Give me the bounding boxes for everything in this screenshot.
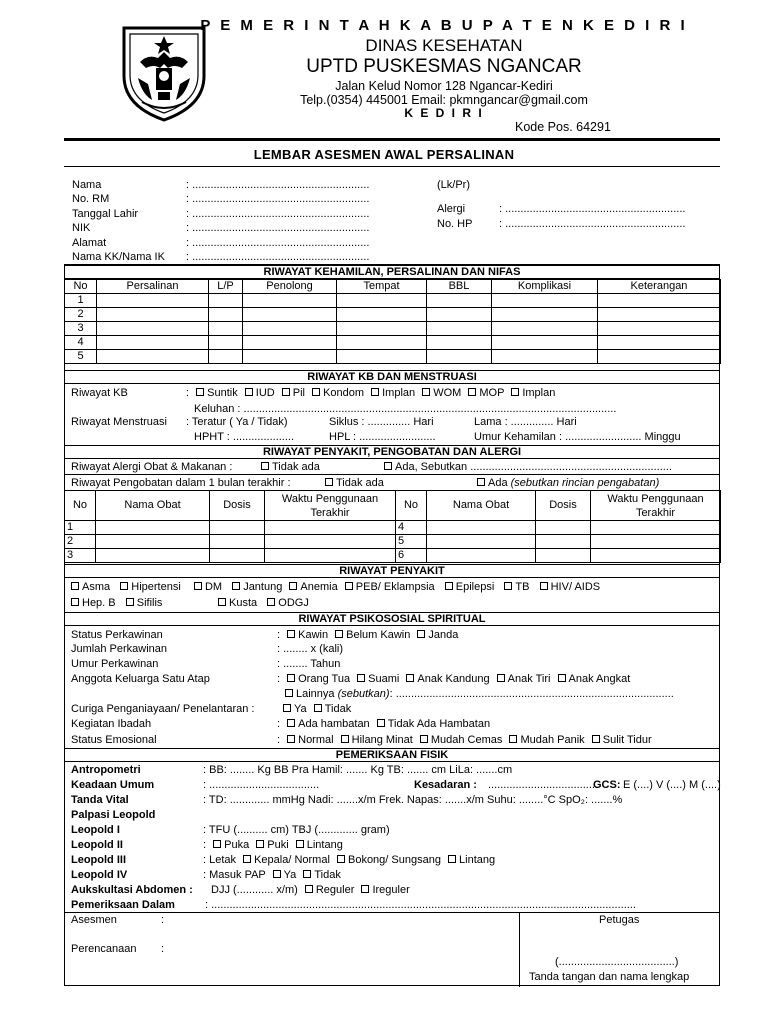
label-palpasi-leopold: Palpasi Leopold	[71, 809, 156, 821]
leopold-4-options	[203, 868, 341, 882]
row-number: 2	[65, 308, 97, 322]
checkbox-anak-angkat[interactable]	[558, 674, 566, 682]
option-label: Mudah Cemas	[430, 734, 503, 746]
checkbox-alergi-tidak-ada[interactable]	[261, 462, 269, 470]
option-label: Sulit Tidur	[602, 734, 652, 746]
header-rule	[64, 138, 720, 141]
label-nik: NIK	[72, 222, 91, 234]
label-alergi-obat: Riwayat Alergi Obat & Makanan :	[71, 461, 233, 473]
label-menstruasi: Riwayat Menstruasi	[71, 416, 167, 428]
label-antropometri: Antropometri	[71, 764, 141, 776]
row-number: 5	[65, 350, 97, 364]
anggota-options: : Orang Tua Suami Anak Kandung Anak Tiri Anak Angkat	[277, 673, 631, 685]
field-siklus[interactable]: Siklus : .............. Hari	[329, 416, 434, 428]
field-nama-kk[interactable]: : ..........................................................	[186, 251, 370, 263]
col-no: No	[65, 280, 97, 294]
col-waktu: Waktu Penggunaan Terakhir	[265, 491, 396, 521]
field-lama[interactable]: Lama : .............. Hari	[474, 416, 577, 428]
header-contact: Telp.(0354) 445001 Email: pkmngancar@gmail.com	[300, 93, 588, 107]
field-no-hp[interactable]: : ...........................................................	[499, 218, 686, 230]
option-label: Sifilis	[136, 597, 163, 609]
row-number: 1	[65, 294, 97, 308]
field-tanggal-lahir[interactable]: : ..........................................................	[186, 208, 370, 220]
label-petugas: Petugas	[599, 914, 640, 926]
option-label: Anemia	[300, 581, 338, 593]
field-nik[interactable]: : ..........................................................	[186, 222, 370, 234]
row-number: 4	[65, 336, 97, 350]
option-label: Orang Tua	[298, 673, 351, 685]
option-label: Tidak ada	[336, 477, 384, 489]
table-row[interactable]	[65, 549, 721, 563]
checkbox-curiga-tidak[interactable]	[314, 704, 322, 712]
label-tanda-vital: Tanda Vital	[71, 794, 129, 806]
checkbox-janda[interactable]	[417, 630, 425, 638]
option-label: Normal	[298, 734, 334, 746]
option-label: Anak Kandung	[417, 673, 490, 685]
field-keluhan[interactable]: Keluhan : ..........................................................................................................................	[194, 403, 617, 415]
row-number: 1	[65, 521, 96, 535]
option-label: Bokong/ Sungsang	[347, 854, 441, 866]
option-label: Ya	[294, 703, 307, 715]
option-label: Puki	[267, 839, 289, 851]
field-lainnya[interactable]: : ...........................................................................................	[389, 688, 674, 700]
col-persalinan: Persalinan	[97, 280, 209, 294]
checkbox-hilang-minat[interactable]	[341, 735, 349, 743]
label-perencanaan: Perencanaan	[71, 943, 137, 955]
table-row[interactable]	[65, 294, 721, 308]
label-alamat: Alamat	[72, 237, 107, 249]
option-label: Suntik	[207, 387, 238, 399]
label-keadaan-umum: Keadaan Umum	[71, 779, 155, 791]
checkbox-bokong[interactable]	[337, 855, 345, 863]
table-row[interactable]	[65, 521, 721, 535]
checkbox-dm[interactable]	[194, 582, 202, 590]
field-hpl[interactable]: HPL : .........................	[329, 431, 436, 443]
option-pengobatan-ada	[473, 476, 659, 490]
row-number: 4	[396, 521, 427, 535]
checkbox-pengobatan-tidak-ada[interactable]	[325, 478, 333, 486]
checkbox-hiv[interactable]	[540, 582, 548, 590]
asesmen-colon: :	[161, 914, 165, 926]
col-dosis-2: Dosis	[536, 491, 591, 521]
footer-divider	[519, 912, 520, 987]
checkbox-peb[interactable]	[345, 582, 353, 590]
label-leopold-2: Leopold II	[71, 839, 123, 851]
label-status-emosional: Status Emosional	[71, 734, 157, 746]
perkawinan-options: : Kawin Belum Kawin Janda	[277, 629, 459, 641]
label-anggota-keluarga: Anggota Keluarga Satu Atap	[71, 673, 210, 685]
checkbox-orang-tua[interactable]	[287, 674, 295, 682]
checkbox-hipertensi[interactable]	[120, 582, 128, 590]
section-title-psikososial: RIWAYAT PSIKOSOSIAL SPIRITUAL	[65, 612, 719, 626]
checkbox-pap-tidak[interactable]	[303, 870, 311, 878]
field-teratur[interactable]: : Teratur ( Ya / Tidak)	[186, 416, 288, 428]
field-jumlah-perkawinan[interactable]: : ........ x (kali)	[277, 643, 344, 655]
checkbox-kondom[interactable]	[312, 388, 320, 396]
checkbox-normal[interactable]	[287, 735, 295, 743]
label-no-hp: No. HP	[437, 218, 473, 230]
option-label: Reguler	[315, 884, 355, 896]
checkbox-anak-tiri[interactable]	[497, 674, 505, 682]
field-tanda-vital[interactable]: : TD: ............. mmHg Nadi: .......x/m Frek. Napas: .......x/m Suhu: ........°C SpO₂: .......%	[203, 794, 623, 806]
option-label: Ada, Sebutkan ..................................................................	[395, 461, 672, 473]
field-alamat[interactable]: : ..........................................................	[186, 237, 370, 249]
label-alergi: Alergi	[437, 203, 466, 215]
medication-table	[64, 490, 721, 563]
option-label: DM	[204, 581, 223, 593]
checkbox-anemia[interactable]	[289, 582, 297, 590]
option-label: Hilang Minat	[351, 734, 413, 746]
option-label: Ada	[488, 477, 508, 489]
section-title-kb: RIWAYAT KB DAN MENSTRUASI	[65, 370, 719, 384]
form-title: LEMBAR ASESMEN AWAL PERSALINAN	[253, 147, 515, 162]
disease-row-2	[67, 596, 162, 610]
signature-caption: Tanda tangan dan nama lengkap	[529, 971, 690, 983]
option-label: Implan	[522, 387, 556, 399]
col-lp: L/P	[209, 280, 243, 294]
checkbox-hep-b[interactable]	[71, 598, 79, 606]
section-title-riwayat-penyakit: RIWAYAT PENYAKIT	[65, 564, 719, 578]
option-label: Kawin	[298, 629, 329, 641]
checkbox-kepala[interactable]	[243, 855, 251, 863]
field-pemeriksaan-dalam[interactable]: : ...........................................................................................................................................	[205, 899, 636, 911]
checkbox-pap-ya[interactable]	[273, 870, 281, 878]
option-label: Suami	[368, 673, 400, 685]
col-tempat: Tempat	[337, 280, 427, 294]
assessment-form-body	[64, 264, 720, 986]
label-nama: Nama	[72, 179, 102, 191]
field-alergi[interactable]: : ...........................................................	[499, 203, 686, 215]
label-gcs: GCS:	[593, 779, 621, 791]
col-no-2: No	[396, 491, 427, 521]
field-antropometri[interactable]: : BB: ........ Kg BB Pra Hamil: ....... Kg TB: ....... cm LiLa: .......cm	[203, 764, 513, 776]
field-kesadaran[interactable]: ....................................	[488, 779, 599, 791]
label-asesmen: Asesmen	[71, 914, 117, 926]
col-nama-obat: Nama Obat	[96, 491, 210, 521]
checkbox-pil[interactable]	[282, 388, 290, 396]
field-leopold-1[interactable]: : TFU (.......... cm) TBJ (............. gram)	[203, 824, 390, 836]
emosional-options: : Normal Hilang Minat Mudah Cemas Mudah Panik Sulit Tidur	[277, 734, 652, 746]
checkbox-implan[interactable]	[371, 388, 379, 396]
checkbox-anak-kandung[interactable]	[406, 674, 414, 682]
option-label: Tidak Ada Hambatan	[387, 718, 491, 730]
option-label: Ya	[283, 869, 297, 881]
row-number: 3	[65, 549, 96, 563]
option-lainnya	[281, 687, 674, 701]
field-umur-kehamilan[interactable]: Umur Kehamilan : ......................... Minggu	[474, 431, 681, 443]
option-label: Lintang	[306, 839, 343, 851]
field-nama[interactable]: : ..........................................................	[186, 179, 370, 191]
option-label: Pil	[292, 387, 306, 399]
checkbox-suami[interactable]	[357, 674, 365, 682]
table-row[interactable]	[65, 322, 721, 336]
option-label: Lintang	[459, 854, 496, 866]
checkbox-suntik[interactable]	[196, 388, 204, 396]
perencanaan-colon: :	[161, 943, 165, 955]
option-label: Belum Kawin	[346, 629, 411, 641]
label-status-perkawinan: Status Perkawinan	[71, 629, 163, 641]
checkbox-kusta[interactable]	[218, 598, 226, 606]
col-no: No	[65, 491, 96, 521]
checkbox-lainnya[interactable]	[285, 689, 293, 697]
col-nama-obat-2: Nama Obat	[427, 491, 536, 521]
ibadah-options: : Ada hambatan Tidak Ada Hambatan	[277, 718, 491, 730]
option-label: Kusta	[229, 597, 258, 609]
field-djj[interactable]: DJJ (............ x/m)	[211, 884, 298, 896]
leopold-3-lead: : Letak	[203, 854, 237, 866]
checkbox-implan-2[interactable]	[511, 388, 519, 396]
option-label: Kepala/ Normal	[254, 854, 330, 866]
checkbox-mudah-panik[interactable]	[509, 735, 517, 743]
checkbox-tidak-ada-hambatan[interactable]	[377, 719, 385, 727]
option-label: Anak Tiri	[507, 673, 551, 685]
option-label: Hep. B	[82, 597, 116, 609]
label-jumlah-perkawinan: Jumlah Perkawinan	[71, 643, 167, 655]
checkbox-odgj[interactable]	[267, 598, 275, 606]
col-waktu-2: Waktu Penggunaan Terakhir	[591, 491, 721, 521]
label-leopold-1: Leopold I	[71, 824, 120, 836]
label-pemeriksaan-dalam: Pemeriksaan Dalam	[71, 899, 175, 911]
leopold-3-options	[203, 853, 495, 867]
kb-options: : Suntik IUD Pil Kondom Implan WOM MOP Implan	[186, 387, 556, 399]
label-auskultasi: Aukskultasi Abdomen :	[71, 884, 193, 896]
row-number: 5	[396, 535, 427, 549]
checkbox-epilepsi[interactable]	[445, 582, 453, 590]
option-label: Kondom	[323, 387, 365, 399]
option-label: Lainnya	[296, 688, 335, 700]
option-label: PEB/ Eklampsia	[355, 581, 435, 593]
checkbox-tb[interactable]	[504, 582, 512, 590]
checkbox-puki[interactable]	[256, 840, 264, 848]
field-gcs[interactable]: E (....) V (....) M (....)	[623, 779, 721, 791]
checkbox-alergi-ada[interactable]	[384, 462, 392, 470]
col-komplikasi: Komplikasi	[492, 280, 598, 294]
checkbox-kawin[interactable]	[287, 630, 295, 638]
field-keadaan-umum[interactable]: : ....................................	[203, 779, 320, 791]
option-label: IUD	[255, 387, 275, 399]
header-postal-code: Kode Pos. 64291	[515, 120, 611, 134]
checkbox-pengobatan-ada[interactable]	[477, 478, 485, 486]
checkbox-lintang[interactable]	[296, 840, 304, 848]
header-institution: UPTD PUSKESMAS NGANCAR	[306, 56, 582, 77]
option-label: Asma	[82, 581, 111, 593]
label-umur-perkawinan: Umur Perkawinan	[71, 658, 159, 670]
disease-row-2b	[214, 596, 309, 610]
label-leopold-3: Leopold III	[71, 854, 126, 866]
option-label: Puka	[224, 839, 250, 851]
title-rule	[64, 166, 720, 167]
option-label: WOM	[433, 387, 462, 399]
header-address: Jalan Kelud Nomor 128 Ngancar-Kediri	[335, 79, 553, 93]
header-department: DINAS KESEHATAN	[365, 36, 523, 55]
option-label: TB	[515, 581, 530, 593]
label-kegiatan-ibadah: Kegiatan Ibadah	[71, 718, 152, 730]
option-label: Tidak	[314, 869, 341, 881]
option-label: Janda	[428, 629, 459, 641]
signature-line[interactable]: (......................................)	[555, 956, 679, 968]
label-curiga: Curiga Penganiayaan/ Penelantaran :	[71, 703, 255, 715]
checkbox-ireguler[interactable]	[361, 885, 369, 893]
field-hpht[interactable]: HPHT : ....................	[194, 431, 295, 443]
label-pengobatan: Riwayat Pengobatan dalam 1 bulan terakhir :	[71, 477, 291, 489]
table-row[interactable]	[65, 336, 721, 350]
auskultasi-options	[211, 883, 410, 897]
curiga-options	[279, 702, 351, 716]
checkbox-asma[interactable]	[71, 582, 79, 590]
checkbox-ada-hambatan[interactable]	[287, 719, 295, 727]
table-row[interactable]	[65, 535, 721, 549]
option-pengobatan-tidak-ada	[321, 476, 384, 490]
divider	[65, 474, 719, 475]
field-umur-perkawinan[interactable]: : ........ Tahun	[277, 658, 341, 670]
option-label: Tidak ada	[272, 461, 320, 473]
row-number: 3	[65, 322, 97, 336]
checkbox-wom[interactable]	[422, 388, 430, 396]
header-government: P E M E R I N T A H K A B U P A T E N K E D I R I	[200, 17, 688, 34]
option-alergi-tidak-ada	[257, 460, 320, 474]
section-title-pemeriksaan-fisik: PEMERIKSAAN FISIK	[65, 748, 719, 762]
option-label: ODGJ	[278, 597, 309, 609]
note-rincian: (sebutkan rincian pengabatan)	[510, 477, 660, 489]
table-row[interactable]	[65, 308, 721, 322]
option-label: Anak Angkat	[568, 673, 631, 685]
leopold-2-options: : Puka Puki Lintang	[203, 839, 343, 851]
table-row[interactable]	[65, 350, 721, 364]
label-riwayat-kb: Riwayat KB	[71, 387, 128, 399]
checkbox-sifilis[interactable]	[126, 598, 134, 606]
col-keterangan: Keterangan	[598, 280, 721, 294]
option-label: Ireguler	[372, 884, 410, 896]
row-number: 6	[396, 549, 427, 563]
checkbox-puka[interactable]	[213, 840, 221, 848]
label-kesadaran: Kesadaran :	[414, 779, 477, 791]
option-label: Ada hambatan	[298, 718, 370, 730]
option-label: Hipertensi	[131, 581, 181, 593]
checkbox-iud[interactable]	[245, 388, 253, 396]
col-penolong: Penolong	[243, 280, 337, 294]
col-dosis: Dosis	[210, 491, 265, 521]
row-number: 2	[65, 535, 96, 549]
note-sebutkan: (sebutkan)	[337, 688, 390, 700]
label-leopold-4: Leopold IV	[71, 869, 128, 881]
option-alergi-ada	[380, 460, 672, 474]
pregnancy-history-table	[64, 279, 721, 364]
option-label: MOP	[479, 387, 505, 399]
checkbox-belum-kawin[interactable]	[335, 630, 343, 638]
checkbox-lintang-3[interactable]	[448, 855, 456, 863]
option-label: Jantung	[243, 581, 283, 593]
section-title-kehamilan: RIWAYAT KEHAMILAN, PERSALINAN DAN NIFAS	[65, 265, 719, 279]
label-gender: (Lk/Pr)	[437, 179, 470, 191]
option-label: Implan	[382, 387, 416, 399]
checkbox-sulit-tidur[interactable]	[592, 735, 600, 743]
label-tanggal-lahir: Tanggal Lahir	[72, 208, 139, 220]
checkbox-curiga-ya[interactable]	[283, 704, 291, 712]
label-no-rm: No. RM	[72, 193, 110, 205]
label-nama-kk: Nama KK/Nama IK	[72, 251, 165, 263]
disease-row-1	[67, 580, 600, 594]
section-title-penyakit-pengobatan: RIWAYAT PENYAKIT, PENGOBATAN DAN ALERGI	[65, 445, 719, 459]
checkbox-mudah-cemas[interactable]	[420, 735, 428, 743]
checkbox-mop[interactable]	[468, 388, 476, 396]
col-bbl: BBL	[427, 280, 492, 294]
option-label: Tidak	[324, 703, 352, 715]
checkbox-jantung[interactable]	[232, 582, 240, 590]
header-city: K E D I R I	[404, 106, 484, 120]
option-label: Mudah Panik	[520, 734, 585, 746]
option-label: Epilepsi	[455, 581, 495, 593]
leopold-4-lead: : Masuk PAP	[203, 869, 266, 881]
option-label: HIV/ AIDS	[550, 581, 601, 593]
field-no-rm[interactable]: : ..........................................................	[186, 193, 370, 205]
checkbox-reguler[interactable]	[305, 885, 313, 893]
